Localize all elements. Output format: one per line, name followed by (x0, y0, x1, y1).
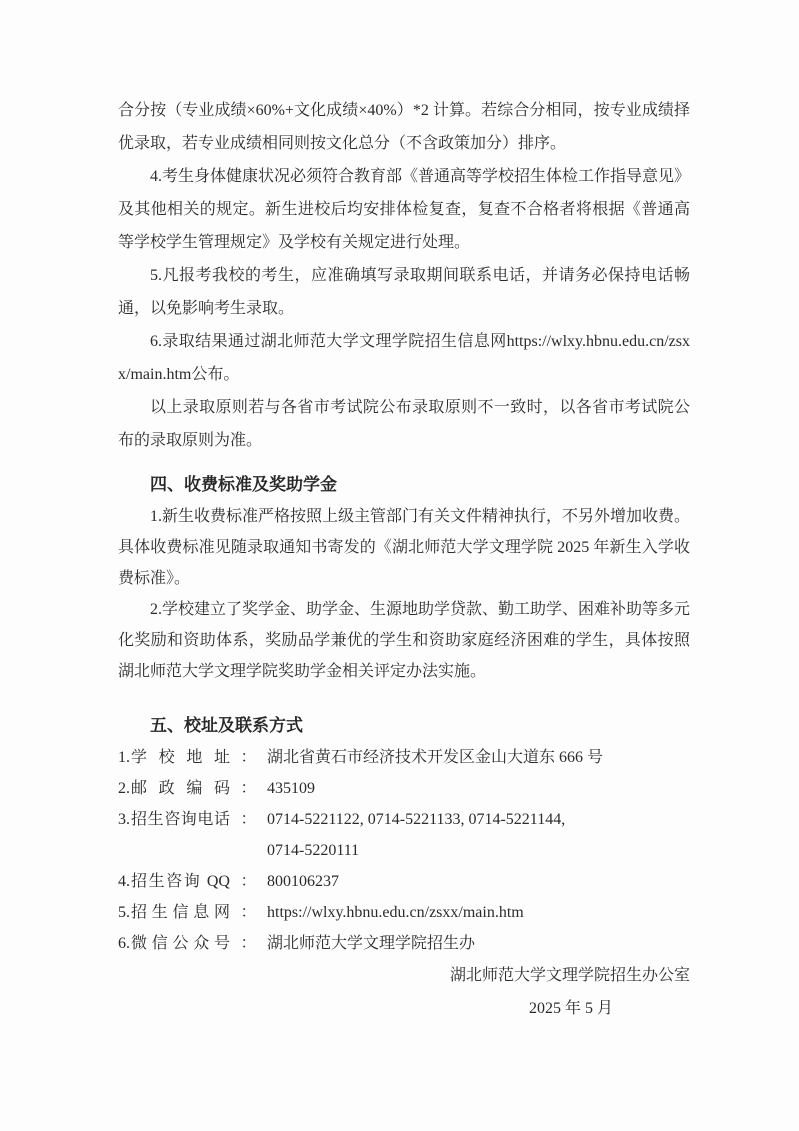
contact-row-website (118, 897, 690, 928)
contact-row-number: 5. (118, 904, 130, 921)
contact-row-colon: ： (240, 780, 257, 797)
paragraph-admission-result: 6.录取结果通过湖北师范大学文理学院招生信息网https://wlxy.hbnu.edu.cn/zsxx/main.htm公布。 (118, 333, 690, 383)
contact-row-postcode (118, 773, 690, 804)
contact-row-value: 0714-5221122, 0714-5221133, 0714-5221144, (267, 811, 566, 828)
contact-row-colon: ： (240, 935, 257, 952)
contact-row-colon: ： (240, 873, 257, 890)
contact-row-value: 湖北省黄石市经济技术开发区金山大道东 666 号 (267, 749, 604, 766)
contact-row-address (118, 742, 690, 773)
contact-row-number: 2. (118, 780, 130, 797)
document-content (118, 94, 690, 1025)
contact-row-colon (230, 835, 267, 866)
contact-row-label: 微信公众号 (131, 935, 230, 952)
paragraph-contact-phone: 5.凡报考我校的考生，应准确填写录取期间联系电话，并请务必保持电话畅通，以免影响考生录取。 (118, 267, 690, 317)
contact-list (118, 742, 690, 959)
contact-row-label: 邮政编码 (131, 780, 230, 797)
contact-row-phone (118, 804, 690, 835)
contact-row-value: 湖北师范大学文理学院招生办 (267, 935, 476, 952)
contact-row-label: 招生咨询 QQ (131, 873, 230, 890)
contact-row-value: https://wlxy.hbnu.edu.cn/zsxx/main.htm (267, 904, 524, 921)
contact-row-colon: ： (240, 904, 257, 921)
contact-row-wechat (118, 928, 690, 959)
contact-row-label: 学校地址 (131, 749, 230, 766)
contact-row-label: 招生信息网 (131, 904, 230, 921)
paragraph-health-check: 4.考生身体健康状况必须符合教育部《普通高等学校招生体检工作指导意见》及其他相关的规定。新生进校后均安排体检复查，复查不合格者将根据《普通高等学校学生管理规定》及学校有关规定进行处理。 (118, 168, 691, 251)
contact-row-number: 6. (118, 935, 130, 952)
section-heading-contact: 五、校址及联系方式 (150, 716, 303, 735)
signature-organization: 湖北师范大学文理学院招生办公室 (449, 967, 690, 984)
contact-row-number: 4. (118, 873, 130, 890)
contact-row-label: 招生咨询电话 (131, 811, 230, 828)
section-heading-fees: 四、收费标准及奖助学金 (150, 475, 337, 494)
paragraph-composite-score: 合分按（专业成绩×60%+文化成绩×40%）*2 计算。若综合分相同，按专业成绩择优录取，若专业成绩相同则按文化总分（不含政策加分）排序。 (118, 102, 690, 152)
contact-row-value: 435109 (267, 780, 315, 797)
contact-row-qq (118, 866, 690, 897)
signature-date: 2025 年 5 月 (528, 1000, 613, 1017)
contact-row-colon: ： (240, 811, 257, 828)
contact-row-number (118, 835, 131, 866)
contact-row-label (131, 835, 230, 866)
contact-row-phone-continued (118, 835, 690, 866)
contact-row-colon: ： (240, 749, 257, 766)
paragraph-principle-priority: 以上录取原则若与各省市考试院公布录取原则不一致时，以各省市考试院公布的录取原则为准。 (118, 399, 690, 449)
contact-row-number: 3. (118, 811, 130, 828)
paragraph-fee-standard: 1.新生收费标准严格按照上级主管部门有关文件精神执行，不另外增加收费。具体收费标准见随录取通知书寄发的《湖北师范大学文理学院 2025 年新生入学收费标准》。 (118, 508, 691, 587)
paragraph-scholarship: 2.学校建立了奖学金、助学金、生源地助学贷款、勤工助学、困难补助等多元化奖励和资助体系，奖励品学兼优的学生和资助家庭经济困难的学生，具体按照湖北师范大学文理学院奖助学金相关评定办法实施。 (118, 601, 691, 680)
contact-row-number: 1. (118, 749, 130, 766)
contact-row-value: 0714-5220111 (267, 842, 360, 859)
contact-row-value: 800106237 (267, 873, 339, 890)
